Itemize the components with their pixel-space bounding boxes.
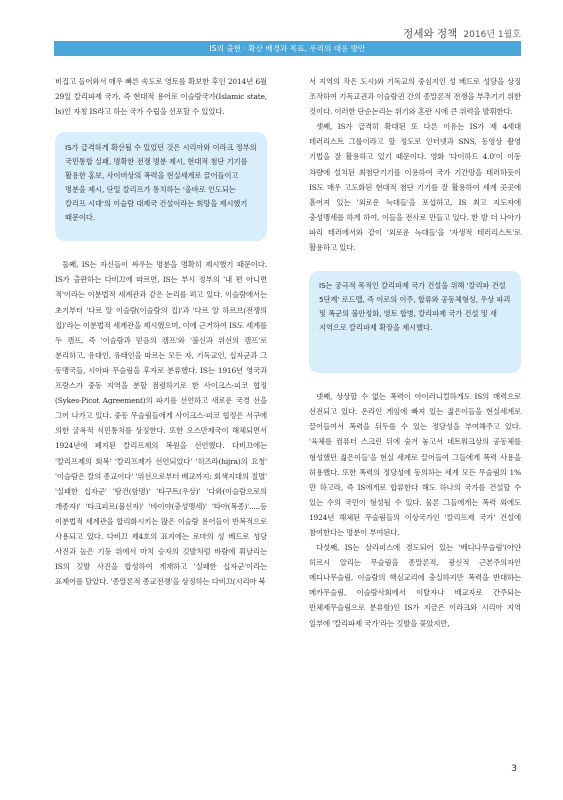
highlight-callout: IS는 궁극적 목적인 칼리파제 국가 건설을 위해 '칼리파 건설 5단계' 로드맵, 즉 이로의 이주, 합류와 공동체형성, 우상 파괴 및 폭군의 불안정화, 영토 합병, 칼리파제 국가 건설 및 새 지역으로 칼리파제 확장을 제시했다.	[309, 271, 521, 373]
publication-header	[403, 26, 521, 41]
highlight-callout: IS가 급격하게 확산될 수 있었던 것은 시리아와 이라크 정부의 국민통합 실패, 명확한 전쟁 명분 제시, 현대적 첨단 기기를 활용한 홍보, 사이버상의 폭력을 현실세계로 끌어들이고 명분을 제시, 단일 칼리프가 통치하는 '올바로 인도되는 칼리프 시대'의 이슬람 대제국 건설이라는 희망을 제시했기 때문이다.	[55, 132, 267, 241]
paragraph: 서 지역의 작은 도시)와 기독교의 중심지인 성 베드로 성당을 상징 조작하여 기독교권과 이슬람권 간의 종말론적 전쟁을 부추기기 위한 것이다. 이러한 단순논리는 위기와 혼란 시에 큰 위력을 발휘한다.	[309, 77, 521, 117]
paragraph: 비집고 들어와서 매우 빠른 속도로 영토를 확보한 후인 2014년 6월 29일 칼리파제 국가, 즉 현대적 용어로 이슬람국가(Islamic state, Is)인 자칭 IS라고 하는 국가 수립을 선포할 수 있었다.	[55, 77, 267, 117]
section-title-bar: IS의 출현 · 확산 배경과 목표, 우리의 대응 방안	[54, 41, 521, 56]
issue-date: 2016년 1월호	[463, 30, 521, 40]
right-column	[309, 74, 521, 631]
page-number: 3	[511, 764, 517, 774]
paragraph: 셋째, IS가 급격히 확대된 또 다른 이유는 IS가 제 4세대 테러리스트 그룹이라고 할 정도로 인터넷과 SNS, 동영상 촬영 기법을 잘 활용하고 있기 때문이다. 영화 '다이하드 4.0'이 이동 차량에 설치된 최첨단기기를 이용하여 국가 기간망을 테러하듯이 IS도 매우 고도화된 현대적 첨단 기기를 잘 활용하여 세계 곳곳에 흩어져 있는 '외로운 늑대들'을 포섭하고, IS 최고 지도자에 충성맹세를 하게 하여, 이들을 전사로 만들고 있다. 한 발 더 나아가 파리 테러에서와 같이 '외로운 늑대들'을 '자생적 테러리스트'로 활용하고 있다.	[309, 122, 521, 253]
publication-name: 정세와 정책	[403, 28, 458, 40]
paragraph: 다섯째, IS는 살라피스에 경도되어 있는 '베디나무슬림'(아얀 히르시 알리는 무슬림을 종말론적, 광신적 근본주의자인 메디나무슬림, 이슬람의 핵심교리에 충실하지만 폭력을 반대하는 메카무슬림, 이슬람사회에서 이탈자나 배교자로 간주되는 반체제무슬림으로 분류함)인 IS가 지금은 이라크와 시리아 지역 일부에 '칼리파제 국가'라는 깃발을 꽂았지만,	[309, 543, 521, 628]
paragraph: 넷째, 상상할 수 없는 폭력이 아이러니컬하게도 IS의 매력으로 선전되고 있다. 온라인 게임에 빠져 있는 젊은이들을 현실세계로 끌어들여서 폭력을 뒤두를 수 있는 정당성을 부여해주고 있다. '육체를 컴퓨터 스크린 뒤에 숨겨 놓고서 네트워크상의 공동체를 형성했던 젊은이들'을 현실 세계로 끌어들여 그들에게 폭력 사용을 허용했다. 또한 폭력의 정당성에 동의하는 세계 모든 무슬림의 1%만 하고라, 즉 IS에게로 합류한다 해도 하나의 국가를 건설할 수 있는 수의 국민이 형성될 수 있다. 물론 그들에게는 폭력 외에도 1924년 해체된 무슬림들의 이상국가인 '칼리프제 국가' 건설에 참여한다는 명분이 부여된다.	[309, 392, 521, 537]
paragraph: 둘째, IS는 자신들이 싸우는 명분을 명확히 제시했기 때문이다. IS가 출판하는 다비끄에 따르면, IS는 부시 정부의 '내 편 아니면 적'이라는 이분법적 세계관과 같은 논리를 펴고 있다. 이슬람에서는 초기부터 '다르 알 이슬람(이슬람의 집)'과 '다르 알 하르브(전쟁의 집)'라는 이분법적 세계관을 제시했으며, 이에 근거하여 IS도 세계를 두 캠프, 즉 '이슬람과 믿음의 캠프'와 '불신과 위선의 캠프'로 분리하고, 유대인, 유태인을 따르는 모든 자, 기독교인, 십자군과 그 동맹국들, 시아파 무슬림을 후자로 분류했다. IS는 1916년 영국과 프랑스가 중동 지역을 분할 점령하기로 한 사이크스-피코 협정(Sykes-Picot Agreement)의 파기를 선언하고 새로운 국경 선을 그어 나가고 있다. 중동 무슬림들에게 사이크스-피코 협정은 서구에 의한 굴욕적 식민통치를 상징한다. 또한 오스만제국이 해체되면서 1924년에 폐지된 칼리프제의 복원을 선언했다. 다비끄에는 '칼리프제의 회복' '칼리프제가 선언되었다' '히즈라(hijra)의 요청' '이슬람은 칼의 종교이다' '위선으로부터 배교까지: 회색지대의 절멸' '실패한 십자군' '탐건(함명)' '타구트(우상)' '다와(이슬람으로의 개종자)' '타크피르(불신자)' '바이야(충성맹세)' '타아(복종)'.....등 이분법적 세계관을 합리화시키는 많은 이슬람 용어들이 반복적으로 사용되고 있다. 다비끄 제4호의 표지에는 로마의 성 베드로 성당 사진과 높은 기둥 위에서 마치 승자의 깃발처럼 바람에 휘날리는 IS의 깃발 사진을 합성하여 게재하고 '실패한 십자군'이라는 표제어를 달았다. '종말론적 종교전쟁'을 상징하는 다비끄(시리아 북	[55, 260, 267, 587]
left-column	[55, 74, 267, 589]
